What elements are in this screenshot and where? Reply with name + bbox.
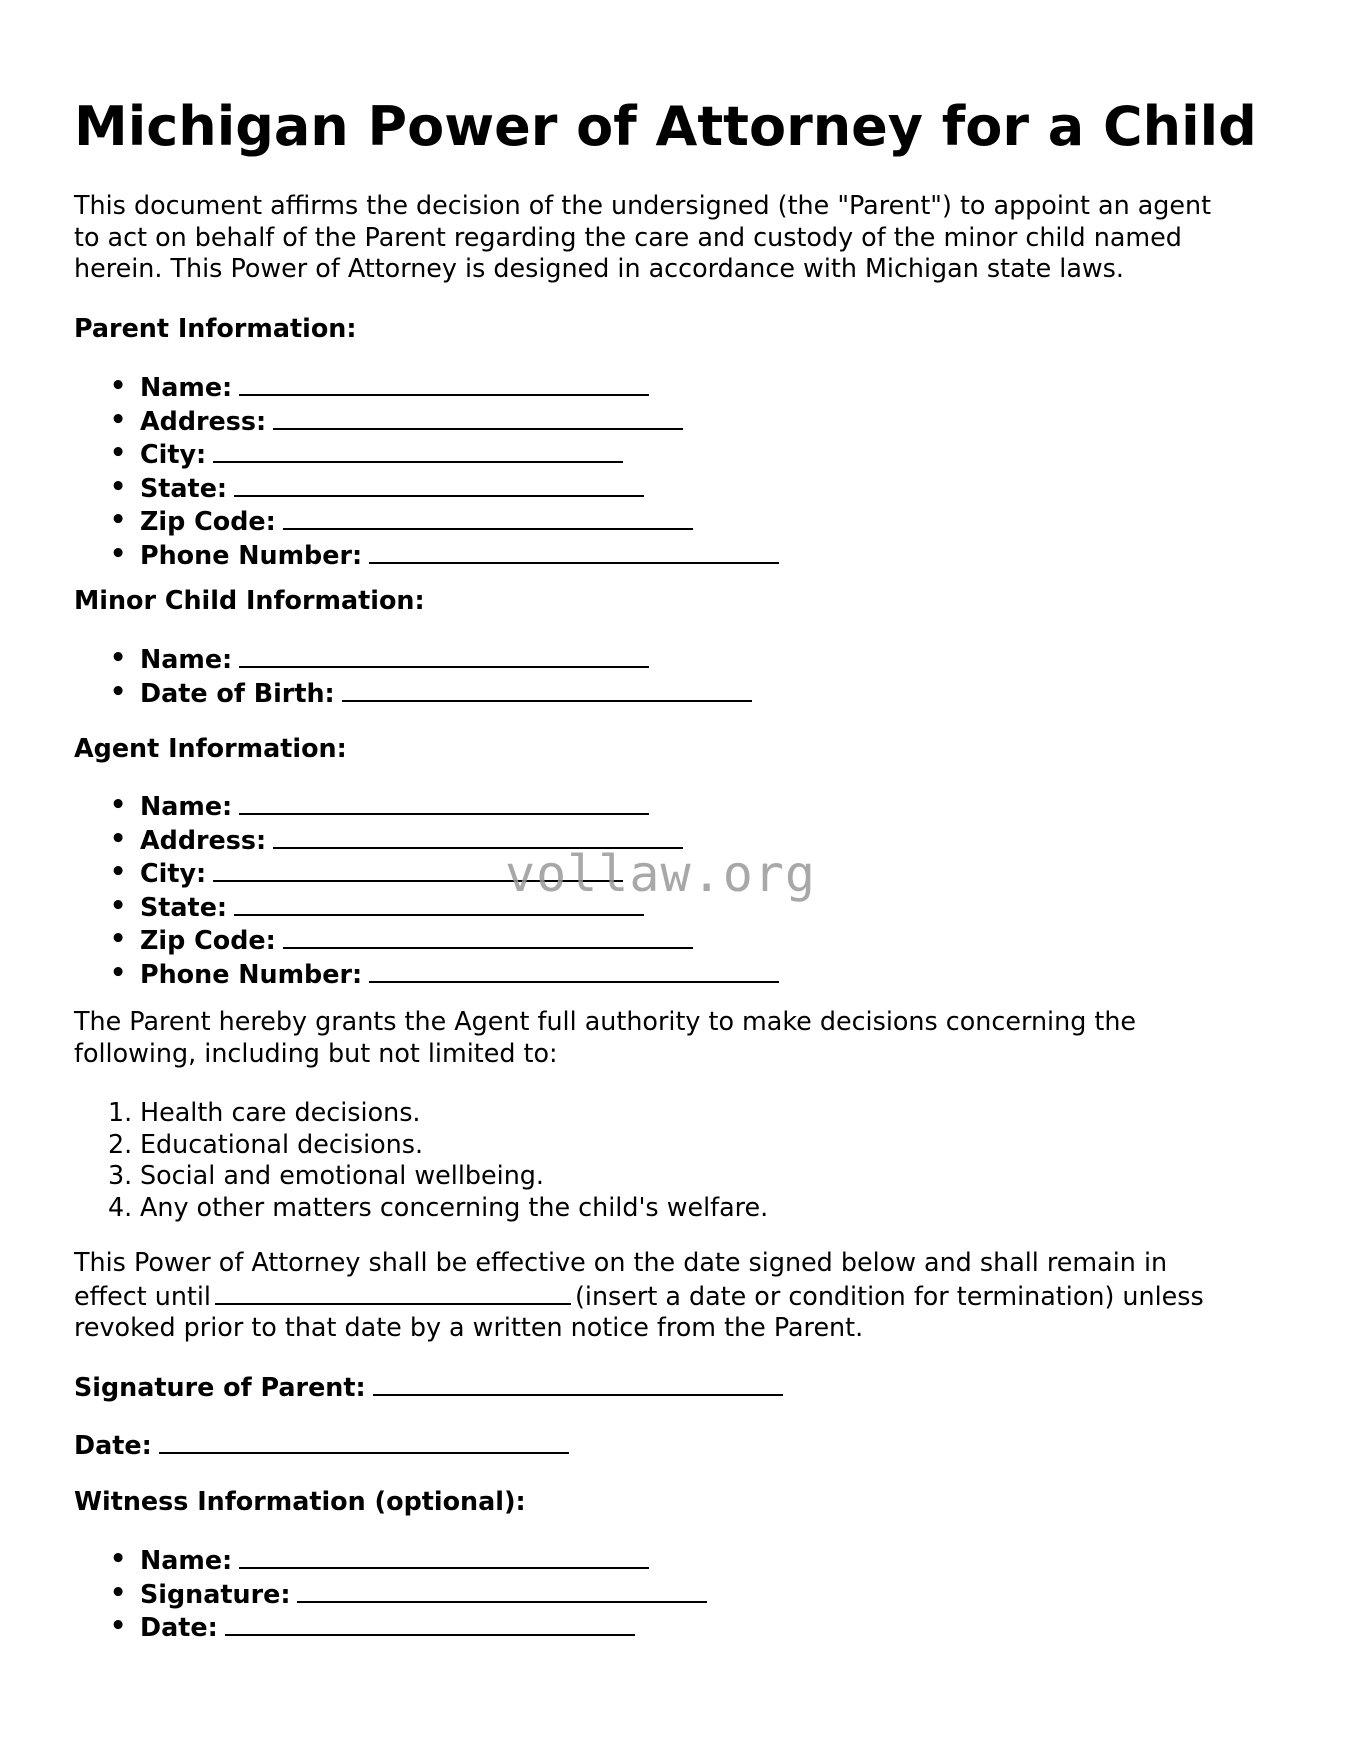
bullet-icon: • (110, 370, 127, 400)
bullet-icon: • (110, 856, 127, 886)
field-label: Name: (140, 372, 233, 402)
field-label: Zip Code: (140, 925, 276, 955)
field-label: Address: (140, 405, 267, 436)
blank-line[interactable] (283, 923, 693, 949)
powers-list (74, 1097, 768, 1223)
child-dob-field[interactable] (74, 676, 752, 710)
blank-line[interactable] (234, 471, 644, 497)
watermark: vollaw.org (505, 845, 817, 903)
powers-section (74, 1097, 768, 1223)
item-number: 2. (108, 1128, 133, 1159)
bullet-icon: • (110, 889, 127, 920)
parent-city-field[interactable] (74, 437, 779, 471)
blank-line[interactable] (239, 789, 649, 815)
bullet-icon: • (110, 504, 127, 534)
blank-line[interactable] (369, 538, 779, 564)
bullet-icon: • (110, 642, 127, 672)
blank-line[interactable] (373, 1370, 783, 1396)
blank-line[interactable] (239, 1543, 649, 1569)
blank-line[interactable] (369, 957, 779, 983)
bullet-icon: • (110, 1576, 127, 1607)
blank-line[interactable] (239, 642, 649, 668)
item-number: 4. (108, 1191, 133, 1222)
child-fields-list (74, 642, 752, 709)
effective-text: effect until (74, 1280, 211, 1311)
field-label: City: (140, 439, 207, 469)
child-info-section (74, 642, 752, 709)
blank-line[interactable] (225, 1610, 635, 1636)
power-text: Health care decisions. (140, 1097, 421, 1127)
bullet-icon: • (110, 470, 127, 501)
intro-paragraph (74, 190, 1211, 285)
termination-blank[interactable] (215, 1279, 571, 1305)
parent-info-heading: Parent Information: (74, 313, 357, 343)
blank-line[interactable] (213, 437, 623, 463)
blank-line[interactable] (342, 676, 752, 702)
agent-phone-field[interactable] (74, 957, 779, 991)
power-item (74, 1192, 768, 1224)
field-label: Name: (140, 644, 233, 674)
child-info-heading: Minor Child Information: (74, 585, 425, 615)
document-title: Michigan Power of Attorney for a Child (74, 95, 1257, 158)
field-label: Phone Number: (140, 958, 363, 989)
witness-fields-list (74, 1543, 707, 1644)
witness-name-field[interactable] (74, 1543, 707, 1577)
effective-line (74, 1279, 1204, 1313)
intro-line: This document affirms the decision of the undersigned (the "Parent") to appoint an agent (74, 190, 1212, 220)
bullet-icon: • (110, 537, 127, 568)
field-label: City: (140, 858, 207, 888)
agent-zip-field[interactable] (74, 923, 779, 957)
effective-text: (insert a date or condition for termination) unless (574, 1280, 1204, 1311)
bullet-icon: • (110, 437, 127, 467)
blank-line[interactable] (239, 370, 649, 396)
effective-line: This Power of Attorney shall be effective on the date signed below and shall remain in (74, 1247, 1168, 1277)
agent-name-field[interactable] (74, 789, 779, 823)
power-text: Social and emotional wellbeing. (140, 1160, 544, 1190)
parent-zip-field[interactable] (74, 504, 779, 538)
grant-line: following, including but not limited to: (74, 1037, 558, 1068)
field-label: State: (140, 472, 228, 503)
field-label: Signature: (140, 1578, 291, 1609)
bullet-icon: • (110, 956, 127, 987)
bullet-icon: • (110, 675, 127, 706)
parent-state-field[interactable] (74, 471, 779, 505)
blank-line[interactable] (297, 1577, 707, 1603)
grant-paragraph (74, 1006, 1136, 1069)
field-label: State: (140, 891, 228, 922)
parent-fields-list (74, 370, 779, 571)
parent-date-field[interactable] (74, 1428, 569, 1462)
power-item (74, 1160, 768, 1192)
bullet-icon: • (110, 1543, 127, 1573)
field-label: Zip Code: (140, 506, 276, 536)
bullet-icon: • (110, 789, 127, 819)
blank-line[interactable] (159, 1428, 569, 1454)
parent-phone-field[interactable] (74, 538, 779, 572)
effective-line: revoked prior to that date by a written notice from the Parent. (74, 1312, 864, 1342)
parent-address-field[interactable] (74, 404, 779, 438)
item-number: 1. (108, 1097, 133, 1127)
effective-paragraph (74, 1247, 1204, 1344)
blank-line[interactable] (273, 404, 683, 430)
witness-date-field[interactable] (74, 1610, 707, 1644)
power-item (74, 1129, 768, 1161)
witness-info-section (74, 1543, 707, 1644)
field-label: Date of Birth: (140, 677, 335, 708)
witness-signature-field[interactable] (74, 1577, 707, 1611)
power-item (74, 1097, 768, 1129)
witness-info-heading: Witness Information (optional): (74, 1486, 526, 1516)
field-label: Name: (140, 1545, 233, 1575)
parent-signature-field[interactable] (74, 1370, 783, 1404)
blank-line[interactable] (283, 504, 693, 530)
power-text: Educational decisions. (140, 1128, 424, 1159)
signature-label: Signature of Parent: (74, 1372, 366, 1402)
bullet-icon: • (110, 403, 127, 434)
date-label: Date: (74, 1430, 152, 1460)
field-label: Address: (140, 824, 267, 855)
power-text: Any other matters concerning the child's welfare. (140, 1191, 769, 1222)
agent-info-heading: Agent Information: (74, 733, 347, 763)
bullet-icon: • (110, 822, 127, 853)
field-label: Name: (140, 791, 233, 821)
intro-line: herein. This Power of Attorney is designed in accordance with Michigan state laws. (74, 253, 1124, 283)
intro-line: to act on behalf of the Parent regarding the care and custody of the minor child named (74, 221, 1182, 252)
bullet-icon: • (110, 923, 127, 953)
bullet-icon: • (110, 1610, 127, 1640)
item-number: 3. (108, 1160, 133, 1190)
child-name-field[interactable] (74, 642, 752, 676)
field-label: Phone Number: (140, 539, 363, 570)
grant-line: The Parent hereby grants the Agent full authority to make decisions concerning the (74, 1006, 1137, 1036)
parent-name-field[interactable] (74, 370, 779, 404)
field-label: Date: (140, 1612, 218, 1642)
parent-info-section (74, 370, 779, 571)
